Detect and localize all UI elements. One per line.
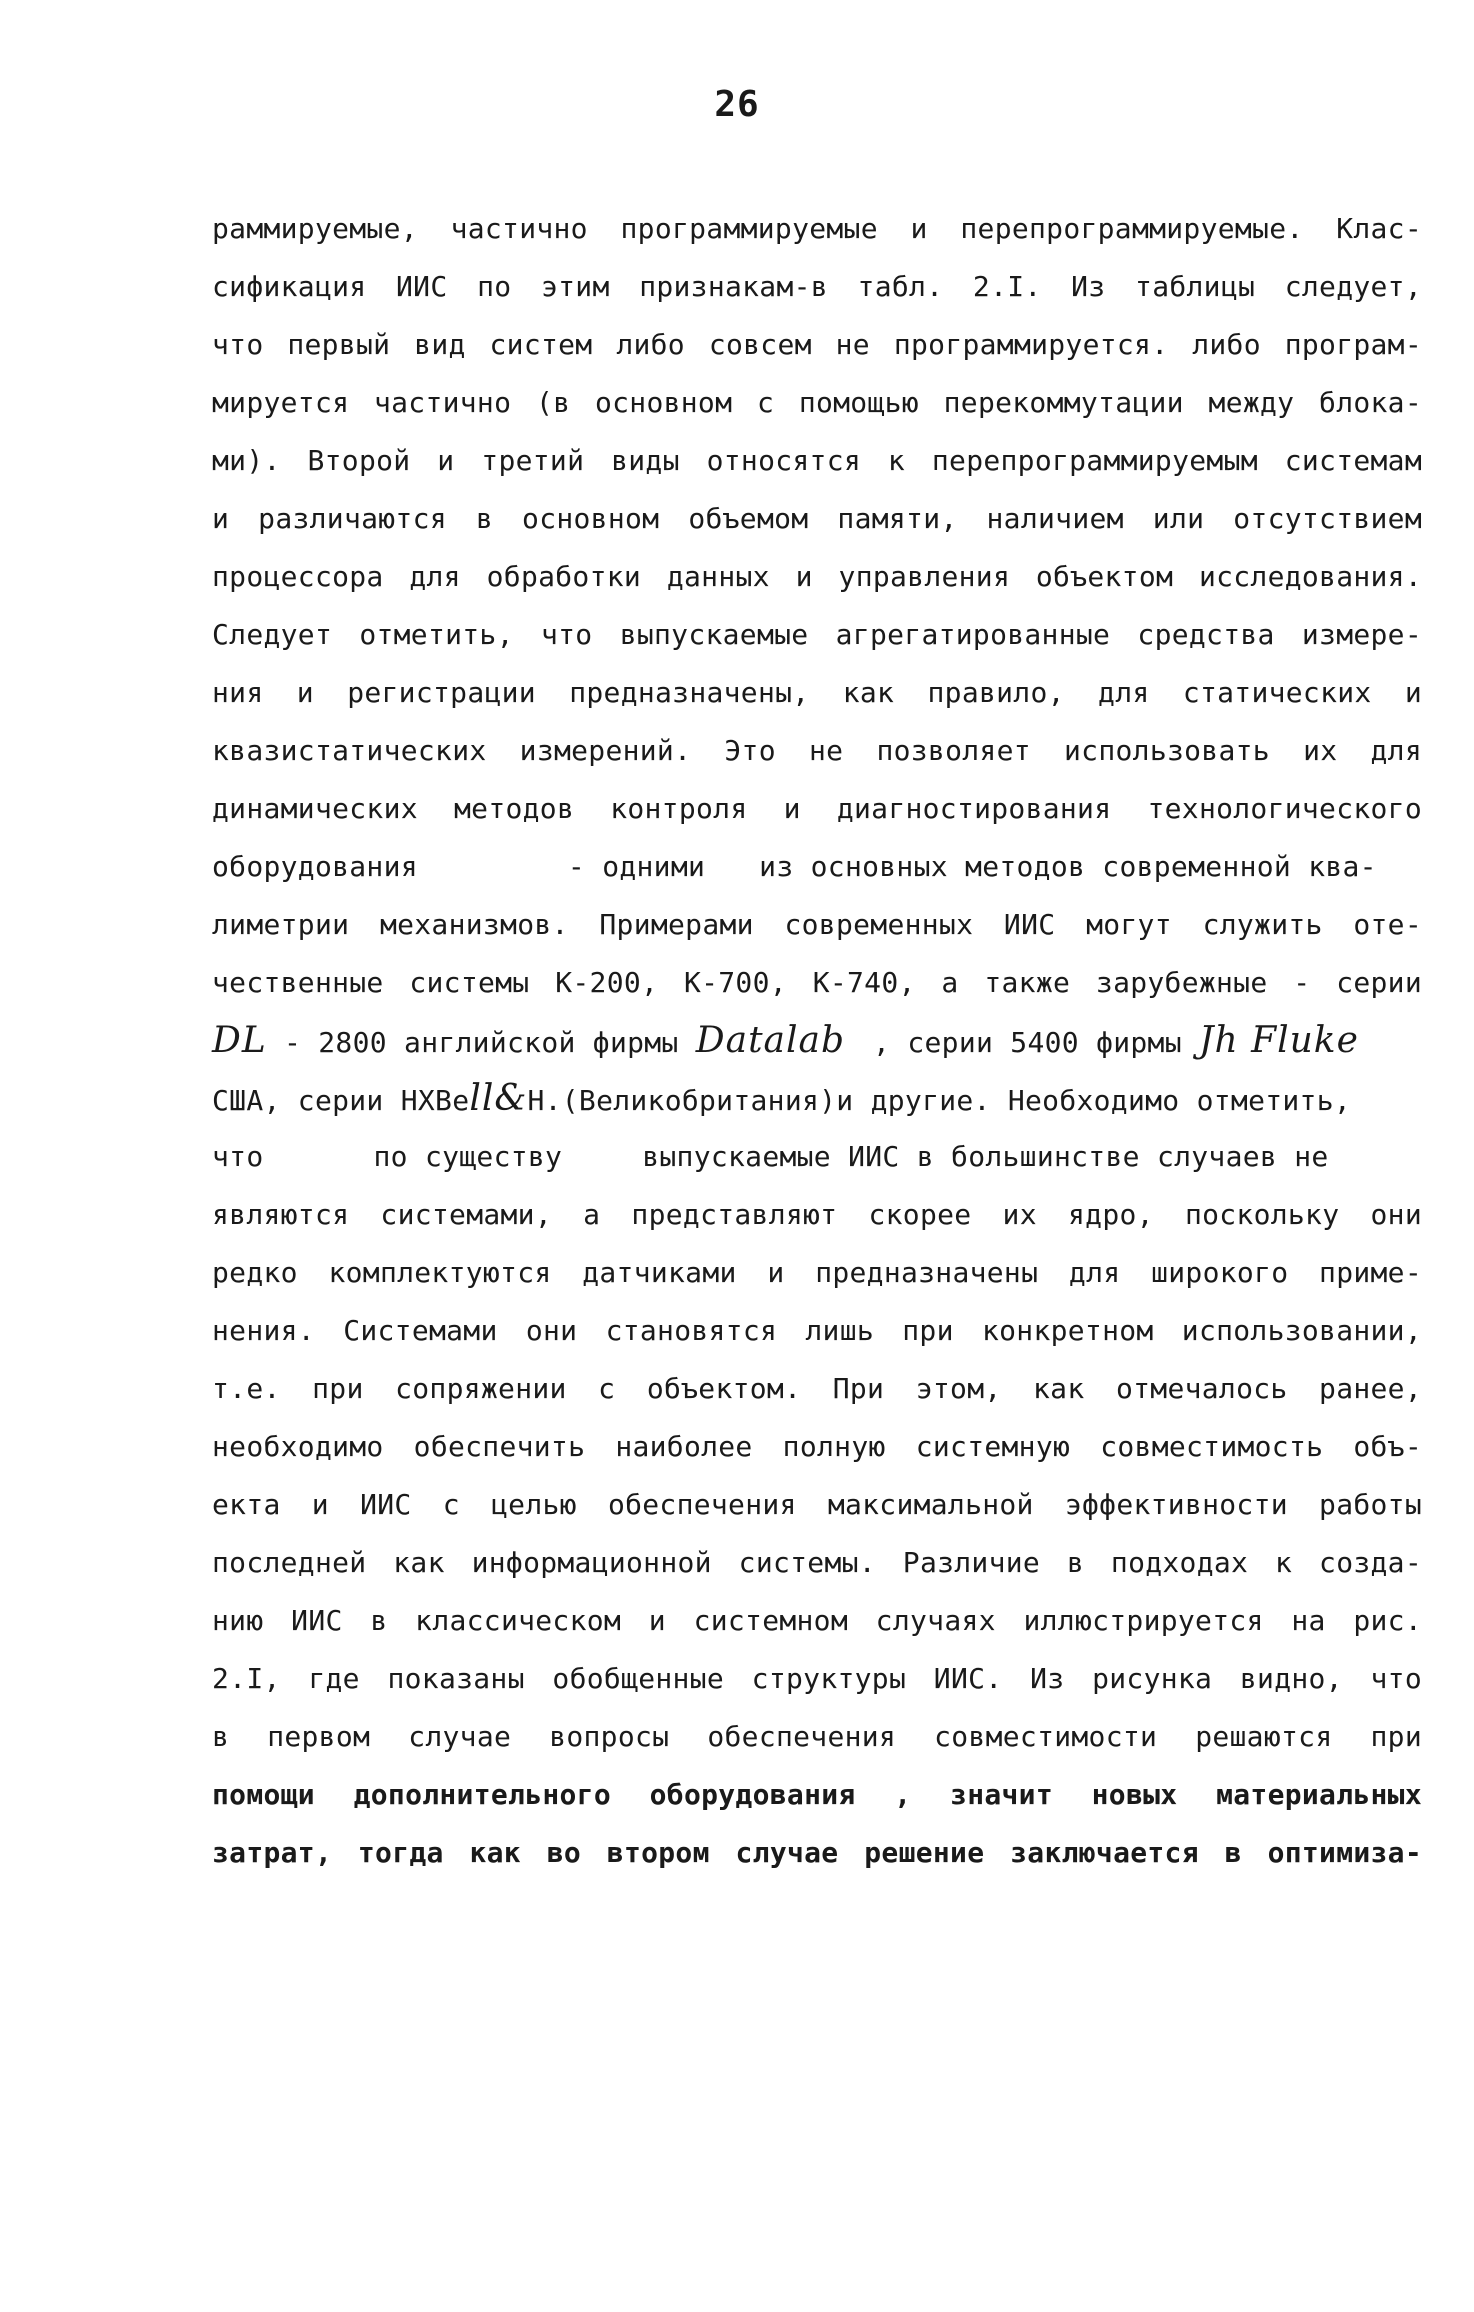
text-line: нию ИИС в классическом и системном случаях иллюстрируется на рис. bbox=[212, 1604, 1422, 1637]
text-line: в первом случае вопросы обеспечения совместимости решаются при bbox=[212, 1720, 1422, 1753]
text-line: процессора для обработки данных и управления объектом исследования. bbox=[212, 560, 1422, 593]
text-line: 2.I, где показаны обобщенные структуры ИИС. Из рисунка видно, что bbox=[212, 1662, 1422, 1695]
text-line: редко комплектуются датчиками и предназначены для широкого приме- bbox=[212, 1256, 1422, 1289]
text-line bbox=[212, 1012, 1422, 1070]
text-line: затрат, тогда как во втором случае решение заключается в оптимиза- bbox=[212, 1836, 1422, 1869]
text-line: являются системами, а представляют скорее их ядро, поскольку они bbox=[212, 1198, 1422, 1231]
text-line: квазистатических измерений. Это не позволяет использовать их для bbox=[212, 734, 1422, 767]
text-line: чественные системы К-200, К-700, К-740, а также зарубежные - серии bbox=[212, 966, 1422, 999]
text-fragment: выпускаемые ИИС в большинстве случаев не bbox=[642, 1140, 1329, 1173]
text-line: екта и ИИС с целью обеспечения максимальной эффективности работы bbox=[212, 1488, 1422, 1521]
text-fragment: - 2800 английской фирмы bbox=[283, 1026, 679, 1059]
text-line: ми). Второй и третий виды относятся к перепрограммируемым системам bbox=[212, 444, 1422, 477]
text-line: динамических методов контроля и диагностирования технологического bbox=[212, 792, 1422, 825]
text-fragment: оборудования bbox=[212, 850, 418, 883]
text-fragment: по существу bbox=[373, 1140, 563, 1173]
text-line: раммируемые, частично программируемые и перепрограммируемые. Клас- bbox=[212, 212, 1422, 245]
page-number: 26 bbox=[714, 84, 760, 125]
text-line bbox=[212, 838, 1422, 896]
text-line: лиметрии механизмов. Примерами современных ИИС могут служить оте- bbox=[212, 908, 1422, 941]
handwritten-insert: ll& bbox=[469, 1078, 528, 1119]
text-line: сификация ИИС по этим признакам-в табл. 2.I. Из таблицы следует, bbox=[212, 270, 1422, 303]
text-line: т.е. при сопряжении с объектом. При этом, как отмечалось ранее, bbox=[212, 1372, 1422, 1405]
text-line: что первый вид систем либо совсем не программируется. либо програм- bbox=[212, 328, 1422, 361]
text-line: и различаются в основном объемом памяти, наличием или отсутствием bbox=[212, 502, 1422, 535]
handwritten-insert: Datalab bbox=[695, 1020, 846, 1061]
text-fragment: - одними bbox=[567, 850, 706, 883]
text-line bbox=[212, 1070, 1422, 1128]
text-fragment: , серии 5400 фирмы bbox=[873, 1026, 1182, 1059]
text-line: ния и регистрации предназначены, как правило, для статических и bbox=[212, 676, 1422, 709]
handwritten-insert: DL bbox=[212, 1020, 267, 1061]
text-line: нения. Системами они становятся лишь при конкретном использовании, bbox=[212, 1314, 1422, 1347]
text-line: необходимо обеспечить наиболее полную системную совместимость объ- bbox=[212, 1430, 1422, 1463]
text-line: последней как информационной системы. Различие в подходах к созда- bbox=[212, 1546, 1422, 1579]
text-line: мируется частично (в основном с помощью перекоммутации между блока- bbox=[212, 386, 1422, 419]
text-line: помощи дополнительного оборудования , значит новых материальных bbox=[212, 1778, 1422, 1811]
text-line bbox=[212, 1128, 1422, 1186]
text-fragment: из основных методов современной ква- bbox=[759, 850, 1377, 883]
handwritten-insert: Jh Fluke bbox=[1199, 1020, 1359, 1061]
text-fragment: Н.(Великобритания)и другие. Необходимо отметить, bbox=[527, 1084, 1352, 1117]
text-line: Следует отметить, что выпускаемые агрегатированные средства измере- bbox=[212, 618, 1422, 651]
text-fragment: США, серии НХВе bbox=[212, 1084, 470, 1117]
text-fragment: что bbox=[212, 1140, 264, 1173]
